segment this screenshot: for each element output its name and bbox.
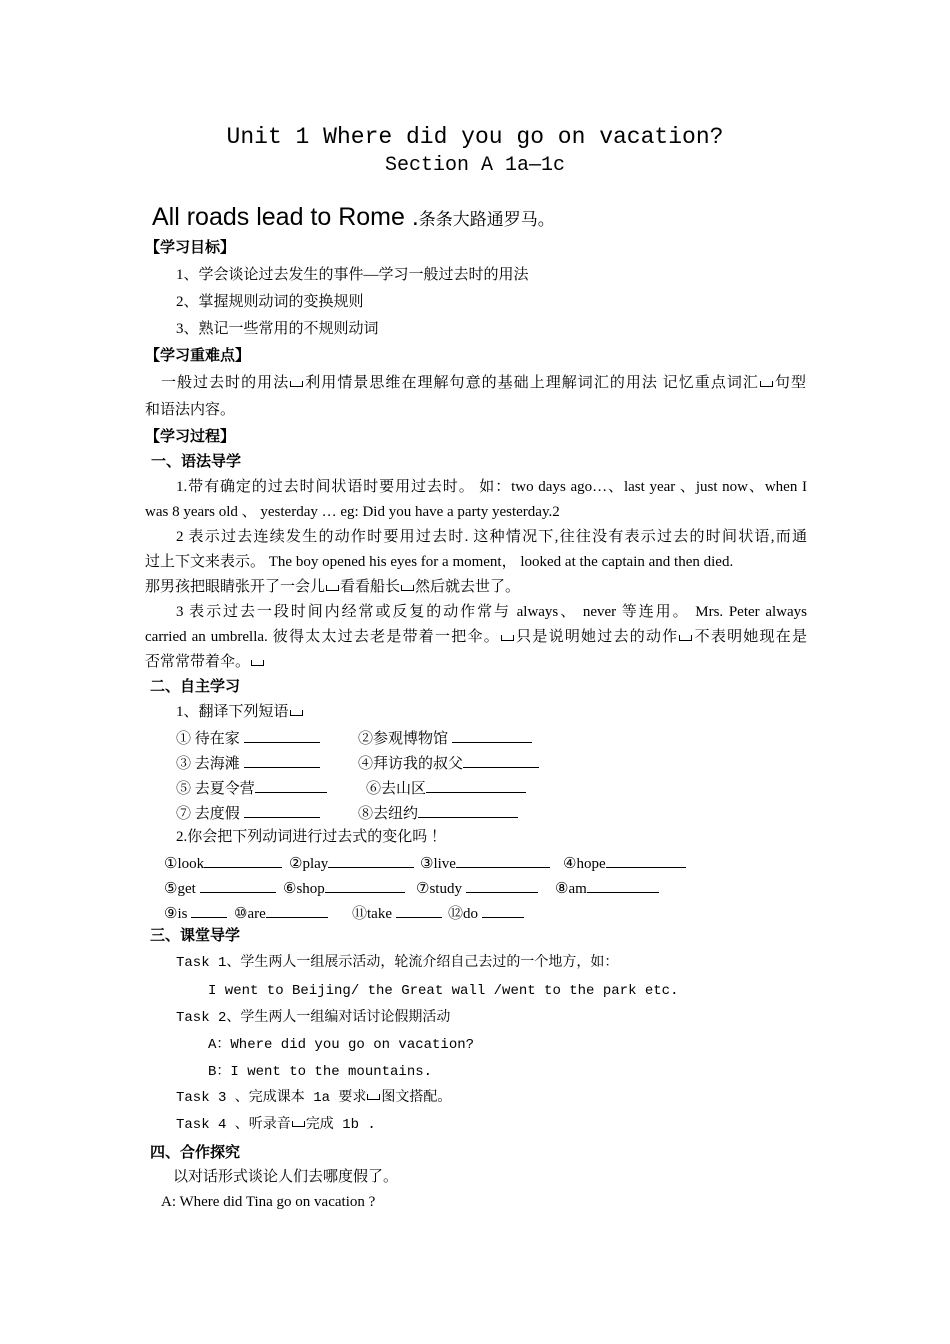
grammar-text: carried an umbrella. 彼得太太过去老是带着一把伞。	[145, 629, 500, 645]
verb-item[interactable]	[555, 878, 659, 898]
answer-blank[interactable]	[426, 778, 526, 793]
phrase-label: ③ 去海滩	[176, 756, 240, 772]
grammar-heading: 一、语法导学	[151, 454, 242, 470]
answer-blank[interactable]	[244, 753, 320, 768]
grammar-text: 看看船长	[340, 579, 401, 595]
verb-item[interactable]	[420, 853, 550, 873]
key-points-line: 和语法内容。	[145, 402, 236, 418]
phrase-label: ④拜访我的叔父	[358, 756, 464, 772]
paragraph-mark-icon	[326, 585, 339, 591]
goal-item: 1、学会谈论过去发生的事件—学习一般过去时的用法	[176, 267, 529, 283]
grammar-text: 然后就去世了。	[415, 579, 521, 595]
phrase-label: ⑧去纽约	[358, 806, 419, 822]
page-subtitle: Section A 1a—1c	[384, 154, 566, 177]
answer-blank[interactable]	[244, 728, 320, 743]
verb-item[interactable]	[448, 903, 524, 923]
answer-blank[interactable]	[418, 803, 518, 818]
phrase-item[interactable]	[358, 728, 532, 748]
motto-english: All roads lead to Rome .	[152, 203, 419, 231]
paragraph-mark-icon	[679, 635, 692, 641]
verb-label: ⑫do	[448, 906, 479, 922]
answer-blank[interactable]	[204, 853, 282, 868]
phrase-label: ① 待在家	[176, 731, 240, 747]
verb-label: ⑧am	[555, 881, 587, 897]
key-points-text: 一般过去时的用法	[161, 375, 290, 391]
verb-label: ④hope	[563, 856, 606, 872]
grammar-text: 1.带有确定的过去时间状语时要用过去时。 如：two days ago…、last year 、just now、when I	[176, 479, 807, 495]
grammar-text: 2 表示过去连续发生的动作时要用过去时. 这种情况下,往往没有表示过去的时间状语,而通	[176, 529, 807, 545]
answer-blank[interactable]	[463, 753, 539, 768]
phrase-item[interactable]	[176, 778, 327, 798]
answer-blank[interactable]	[606, 853, 686, 868]
goals-heading: 【学习目标】	[145, 240, 236, 256]
paragraph-mark-icon	[760, 381, 773, 387]
verb-label: ⑦study	[416, 881, 462, 897]
answer-blank[interactable]	[328, 853, 414, 868]
grammar-text: 不表明她现在是	[693, 629, 807, 645]
cooperation-heading: 四、合作探究	[150, 1145, 241, 1161]
verb-item[interactable]	[164, 878, 276, 898]
paragraph-mark-icon	[401, 585, 414, 591]
phrase-label: ⑤ 去夏令营	[176, 781, 255, 797]
grammar-text-line	[145, 578, 520, 596]
page-title: Unit 1 Where did you go on vacation?	[226, 124, 724, 150]
phrase-item[interactable]	[366, 778, 526, 798]
paragraph-mark-icon	[367, 1094, 380, 1100]
verb-item[interactable]	[164, 853, 282, 873]
task-2: Task 2、学生两人一组编对话讨论假期活动	[176, 1010, 451, 1026]
key-points-heading: 【学习重难点】	[145, 348, 251, 364]
answer-blank[interactable]	[396, 903, 442, 918]
cooperation-question: A: Where did Tina go on vacation ?	[161, 1194, 376, 1210]
grammar-text: 过上下文来表示。 The boy opened his eyes for a moment， looked at the captain and then died.	[145, 554, 734, 570]
task-1-example: I went to Beijing/ the Great wall /went to the park etc.	[208, 983, 679, 999]
answer-blank[interactable]	[191, 903, 227, 918]
verb-label: ⑥shop	[283, 881, 325, 897]
phrase-item[interactable]	[176, 728, 320, 748]
verb-label: ⑤get	[164, 881, 196, 897]
grammar-text: 那男孩把眼睛张开了一会儿	[145, 579, 326, 595]
task-4	[176, 1117, 376, 1134]
grammar-text: 3 表示过去一段时间内经常或反复的动作常与 always、 never 等连用。 Mrs. Peter always	[176, 604, 807, 620]
paragraph-mark-icon	[251, 660, 264, 666]
phrase-label: ⑥去山区	[366, 781, 427, 797]
verb-item[interactable]	[416, 878, 538, 898]
phrase-item[interactable]	[358, 753, 539, 773]
phrase-item[interactable]	[358, 803, 518, 823]
goal-item: 2、掌握规则动词的变换规则	[176, 294, 364, 310]
task-4-text: Task 4 、听录音	[176, 1117, 291, 1133]
phrase-item[interactable]	[176, 753, 320, 773]
task-4-text: 完成 1b .	[305, 1117, 376, 1133]
phrase-label: ⑦ 去度假	[176, 806, 240, 822]
verb-label: ①look	[164, 856, 205, 872]
verb-item[interactable]	[563, 853, 686, 873]
task-3-text: 图文搭配。	[381, 1090, 452, 1106]
self-study-heading: 二、自主学习	[150, 679, 241, 695]
classroom-heading: 三、课堂导学	[150, 928, 241, 944]
grammar-text: 否常常带着伞。	[145, 654, 251, 670]
verb-item[interactable]	[352, 903, 442, 923]
self-study-q1-text: 1、翻译下列短语	[176, 704, 289, 720]
paragraph-mark-icon	[292, 1121, 305, 1127]
verb-item[interactable]	[289, 853, 414, 873]
motto	[152, 202, 555, 232]
task-2-line-a: A：Where did you go on vacation?	[208, 1037, 475, 1053]
answer-blank[interactable]	[466, 878, 538, 893]
cooperation-intro: 以对话形式谈论人们去哪度假了。	[173, 1169, 399, 1185]
answer-blank[interactable]	[452, 728, 532, 743]
answer-blank[interactable]	[482, 903, 524, 918]
answer-blank[interactable]	[244, 803, 320, 818]
verb-label: ⑨is	[164, 906, 188, 922]
key-points-line	[161, 374, 806, 392]
verb-label: ⑩are	[234, 906, 266, 922]
answer-blank[interactable]	[587, 878, 659, 893]
verb-label: ③live	[420, 856, 456, 872]
task-1: Task 1、学生两人一组展示活动，轮流介绍自己去过的一个地方，如：	[176, 955, 619, 971]
key-points-text: 利用情景思维在理解句意的基础上理解词汇的用法 记忆重点词汇	[304, 375, 759, 391]
verb-item[interactable]	[164, 903, 227, 923]
self-study-q2: 2.你会把下列动词进行过去式的变化吗 ！	[176, 829, 447, 845]
task-2-line-b: B：I went to the mountains.	[208, 1064, 433, 1080]
answer-blank[interactable]	[456, 853, 550, 868]
phrase-label: ②参观博物馆	[358, 731, 449, 747]
key-points-text: 句型	[773, 375, 806, 391]
answer-blank[interactable]	[266, 903, 328, 918]
grammar-text: was 8 years old 、 yesterday … eg: Did you have a party yesterday.2	[145, 504, 560, 520]
answer-blank[interactable]	[200, 878, 276, 893]
goal-item: 3、熟记一些常用的不规则动词	[176, 321, 379, 337]
answer-blank[interactable]	[255, 778, 327, 793]
grammar-text-line	[145, 628, 807, 646]
grammar-text: 只是说明她过去的动作	[514, 629, 679, 645]
grammar-text-line	[145, 653, 265, 671]
verb-label: ⑪take	[352, 906, 392, 922]
answer-blank[interactable]	[325, 878, 405, 893]
verb-item[interactable]	[234, 903, 328, 923]
verb-label: ②play	[289, 856, 329, 872]
phrase-item[interactable]	[176, 803, 320, 823]
task-3-text: Task 3 、完成课本 1a 要求	[176, 1090, 367, 1106]
paragraph-mark-icon	[290, 710, 303, 716]
verb-item[interactable]	[283, 878, 405, 898]
process-heading: 【学习过程】	[145, 429, 236, 445]
motto-chinese: 条条大路通罗马。	[418, 210, 555, 229]
paragraph-mark-icon	[501, 635, 514, 641]
task-3	[176, 1090, 451, 1107]
self-study-q1	[176, 703, 304, 721]
paragraph-mark-icon	[290, 381, 303, 387]
